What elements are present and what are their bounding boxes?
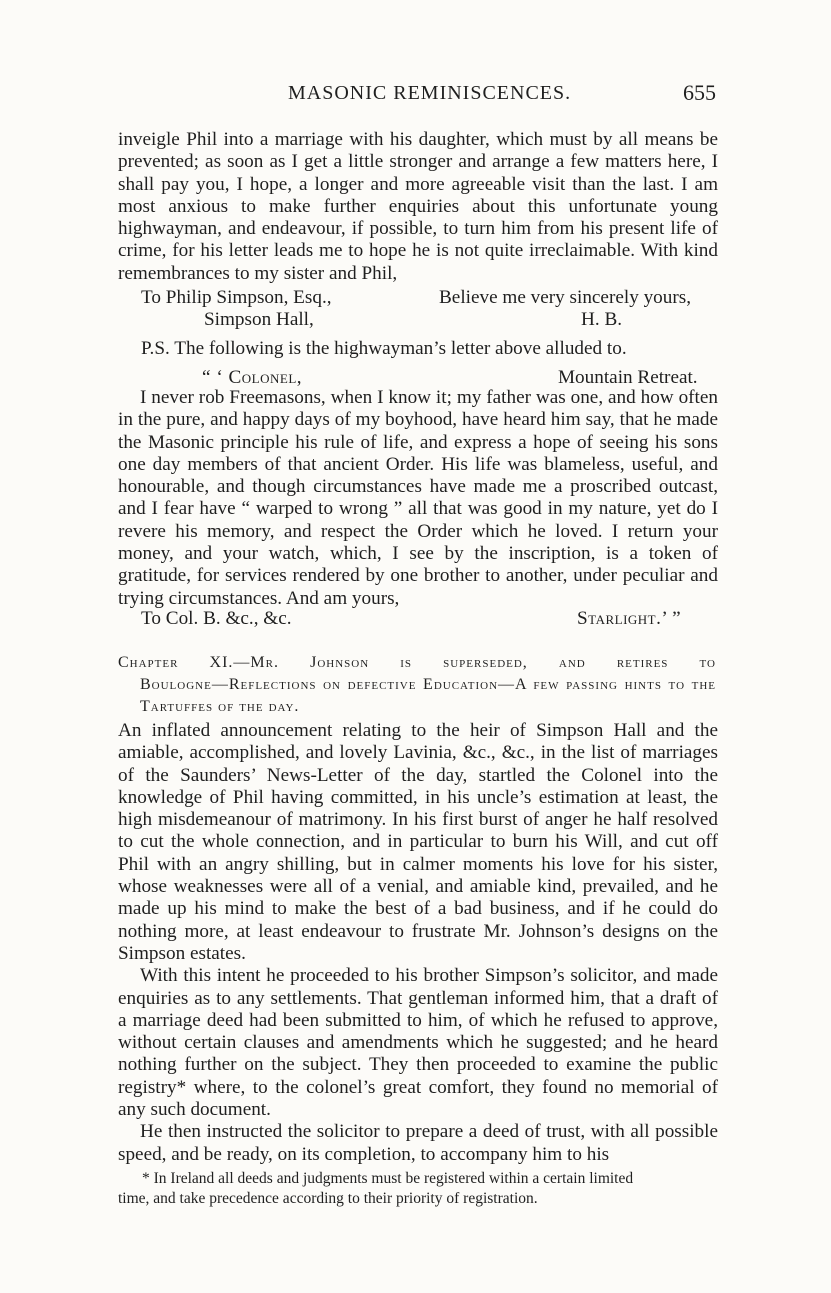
running-head xyxy=(118,82,716,112)
letter-closing xyxy=(141,287,692,333)
chapter-body xyxy=(118,720,718,1166)
chapter-paragraph-1: An inflated announcement relating to the heir of Simpson Hall and the amiable, accomplished, and lovely Lavinia, &c., &c., in the list of marriages of the Saunders’ News-Letter of the day, startled the Colonel into the knowledge of Phil having committed, in his uncle’s estimation at least, the high misdemeanour of matrimony. In his first burst of anger he half resolved to cut the whole connection, and in particular to burn his Will, and cut off Phil with an angry shilling, but in calmer moments his love for his sister, whose weaknesses were all of a venial, and amiable kind, prevailed, and he made up his mind to make the best of a bad business, and if he could do nothing more, at least endeavour to frustrate Mr. Johnson’s designs on the Simpson estates. xyxy=(118,720,718,964)
letter-place: Mountain Retreat. xyxy=(558,367,698,388)
footnote-line-2: time, and take precedence according to their priority of registration. xyxy=(118,1190,538,1207)
footnote-line-1: * In Ireland all deeds and judgments must be registered within a certain limited xyxy=(142,1170,634,1187)
chapter-paragraph-2: With this intent he proceeded to his brother Simpson’s solicitor, and made enquiries as to any settlements. That gentleman informed him, that a draft of a marriage deed had been submitted to him, of which he refused to approve, without certain clauses and amendments which he suggested; and he heard nothing further on the subject. They then proceeded to examine the public registry* where, to the colonel’s great comfort, they found no memorial of any such document. xyxy=(118,965,718,1121)
letter-body-block xyxy=(118,387,718,610)
page-number: 655 xyxy=(683,80,716,105)
letter-signature: Starlight.’ ” xyxy=(577,608,682,629)
closing-address: Simpson Hall, xyxy=(204,309,314,330)
letter-to: To Col. B. &c., &c. xyxy=(141,608,292,629)
closing-addressee: To Philip Simpson, Esq., xyxy=(141,287,332,308)
letter-sign-line xyxy=(141,608,700,632)
closing-initials: H. B. xyxy=(581,309,623,330)
letter-body: I never rob Freemasons, when I know it; my father was one, and how often in the pure, and happy days of my boyhood, have heard him say, that he made the Masonic principle his rule of life, and express a hope of seeing his sons one day members of that ancient Order. His life was blameless, useful, and honourable, and though circumstances have made me a proscribed outcast, and I fear have “ warped to wrong ” all that was good in my nature, yet do I revere his memory, and respect the Order which he loved. I return your money, and your watch, which, I see by the inscription, is a token of gratitude, for services rendered by one brother to another, under peculiar and trying circumstances. And am yours, xyxy=(118,387,718,609)
closing-valediction: Believe me very sincerely yours, xyxy=(439,287,692,308)
chapter-heading-rest: Boulogne—Reflections on defective Education—A few passing hints to the Tartuffes of the day. xyxy=(140,676,716,715)
running-title: MASONIC REMINISCENCES. xyxy=(288,82,572,104)
postscript: P.S. The following is the highwayman’s letter above alluded to. xyxy=(141,338,627,359)
opening-paragraph-block xyxy=(118,129,718,285)
chapter-heading-line1: Chapter XI.—Mr. Johnson is superseded, and retires to xyxy=(118,654,716,671)
chapter-heading xyxy=(118,652,716,718)
footnote xyxy=(118,1169,716,1209)
opening-paragraph: inveigle Phil into a marriage with his daughter, which must by all means be prevented; as soon as I get a little stronger and arrange a few matters here, I shall pay you, I hope, a longer and more agreeable visit than the last. I am most anxious to make further enquiries about this unfortunate young highwayman, and endeavour, if possible, to turn him from his present life of crime, for his letter leads me to hope he is not quite irreclaimable. With kind remembrances to my sister and Phil, xyxy=(118,129,718,284)
chapter-paragraph-3: He then instructed the solicitor to prepare a deed of trust, with all possible speed, and be ready, on its completion, to accompany him to his xyxy=(118,1121,718,1165)
letter-salutation: “ ‘ Colonel, xyxy=(202,367,303,388)
